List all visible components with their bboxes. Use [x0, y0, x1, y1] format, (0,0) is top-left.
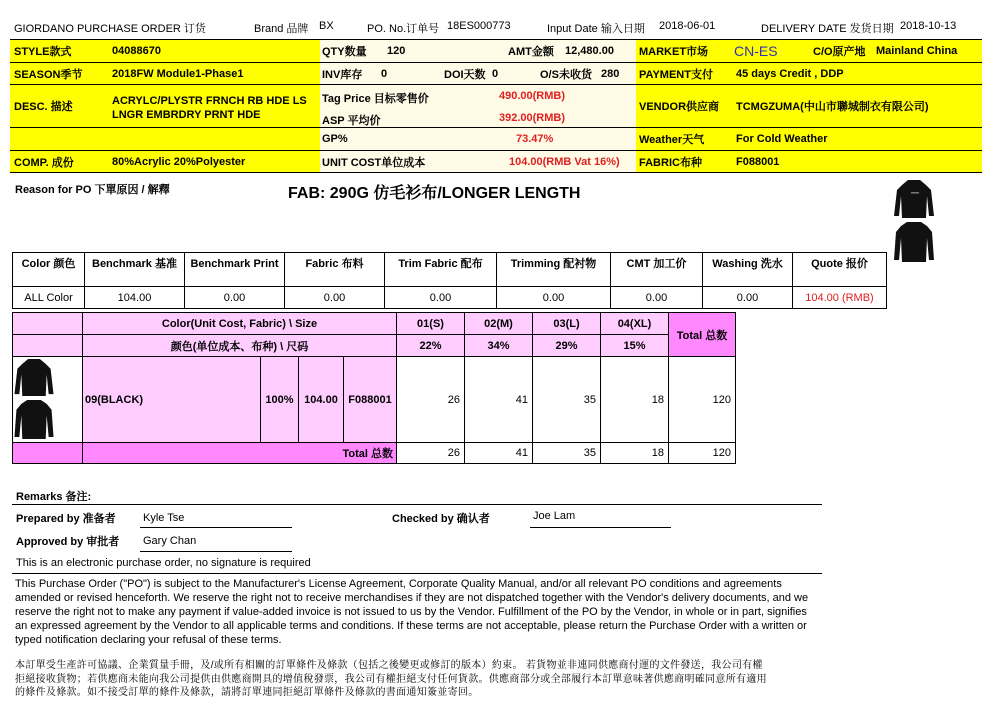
tag-price-value: 490.00(RMB)	[499, 90, 566, 102]
approved-underline	[140, 551, 292, 552]
legal-en-line: amended or revised henceforth. We reserve the right not to receive merchandises if they are not dispatched together with the Vendor's delivery documents, and we	[15, 592, 809, 604]
checked-value: Joe Lam	[533, 510, 576, 522]
prepared-underline	[140, 527, 292, 528]
market-label: MARKET市场	[639, 46, 709, 58]
cost-header-trim-fabric: Trim Fabric 配布	[385, 253, 497, 287]
qty-cell	[320, 40, 636, 62]
empty-cell	[10, 128, 320, 150]
style-cell	[10, 40, 320, 62]
legal-en-line: an expressed agreement by the Vendor to all applicable terms and conditions. If these terms are not acceptable, please return the Purchase Order with a written or	[15, 620, 807, 632]
size-header-cn: 颜色(单位成本、布种) \ 尺码	[83, 335, 397, 357]
input-date-label: Input Date 输入日期	[547, 23, 645, 35]
asp-value: 392.00(RMB)	[499, 112, 566, 124]
cost-header-trimming: Trimming 配衬物	[497, 253, 611, 287]
ratio-xl: 15%	[601, 335, 669, 357]
row-cost: 104.00	[299, 357, 344, 443]
jacket-icon	[13, 357, 55, 439]
comp-cell	[10, 151, 320, 172]
size-header-en: Color(Unit Cost, Fabric) \ Size	[83, 313, 397, 335]
checked-underline	[530, 527, 671, 528]
color-swatch-cell	[13, 357, 83, 443]
total-header: Total 总数	[669, 313, 736, 357]
po-info-grid	[10, 39, 982, 173]
legal-terms-en	[15, 577, 825, 647]
gp-cell	[320, 128, 636, 150]
vendor-label: VENDOR供应商	[639, 101, 720, 113]
style-value: 04088670	[112, 45, 161, 57]
payment-value: 45 days Credit , DDP	[736, 67, 844, 80]
info-row-desc	[10, 85, 982, 128]
cost-header-fabric: Fabric 布料	[285, 253, 385, 287]
desc-label: DESC. 描述	[14, 101, 73, 113]
divider	[12, 504, 822, 505]
divider	[12, 573, 822, 574]
ratio-m: 34%	[465, 335, 533, 357]
amt-value: 12,480.00	[565, 45, 614, 57]
delivery-date-label: DELIVERY DATE 发货日期	[761, 23, 894, 35]
ratio-s: 22%	[397, 335, 465, 357]
price-cell	[320, 85, 636, 127]
weather-cell	[636, 128, 982, 150]
fabric-label: FABRIC布种	[639, 156, 702, 169]
vendor-cell	[636, 85, 982, 127]
jacket-icon	[893, 178, 935, 262]
row-fabric: F088001	[344, 357, 397, 443]
payment-label: PAYMENT支付	[639, 68, 713, 81]
ratio-l: 29%	[533, 335, 601, 357]
fabric-cell	[636, 151, 982, 172]
season-value: 2018FW Module1-Phase1	[112, 67, 244, 80]
cost-color: ALL Color	[13, 287, 85, 309]
cost-header-washing: Washing 洗水	[703, 253, 793, 287]
checked-label: Checked by 确认者	[392, 513, 490, 525]
brand-label: Brand 品牌	[254, 23, 309, 35]
unit-cost-value: 104.00(RMB Vat 16%)	[509, 155, 620, 168]
inv-label: INV库存	[322, 68, 363, 81]
market-value: CN-ES	[734, 43, 778, 59]
size-ratio-row	[13, 335, 736, 357]
grand-total: 120	[669, 443, 736, 464]
total-label: Total 总数	[83, 443, 397, 464]
row-total: 120	[669, 357, 736, 443]
unit-cost-cell	[320, 151, 636, 172]
qty-value: 120	[387, 45, 406, 57]
cost-cmt: 0.00	[611, 287, 703, 309]
legal-en-line: typed notification declaring your refusal of these terms.	[15, 634, 282, 646]
cost-trim-fabric: 0.00	[385, 287, 497, 309]
desc-cell	[10, 85, 320, 127]
po-number-label: PO. No.订单号	[367, 23, 440, 35]
gp-label: GP%	[322, 133, 348, 145]
approved-label: Approved by 审批者	[16, 536, 120, 548]
size-s: 01(S)	[397, 313, 465, 335]
cost-trimming: 0.00	[497, 287, 611, 309]
po-number-value: 18ES000773	[447, 20, 511, 32]
row-qty-s: 26	[397, 357, 465, 443]
total-xl: 18	[601, 443, 669, 464]
legal-en-line: reserve the right not to make any payment if value-added invoice is not issued to us by the Vendor. Fulfillment of the PO by the Vendor, in whole or in part, signifies	[15, 606, 807, 618]
cost-header-quote: Quote 报价	[793, 253, 887, 287]
po-title: GIORDANO PURCHASE ORDER 订货	[14, 23, 206, 35]
desc-line-2: LNGR EMBRDRY PRNT HDE	[112, 109, 261, 121]
row-color: 09(BLACK)	[83, 357, 261, 443]
size-l: 03(L)	[533, 313, 601, 335]
row-qty-xl: 18	[601, 357, 669, 443]
style-label: STYLE款式	[14, 46, 72, 58]
cost-benchmark-print: 0.00	[185, 287, 285, 309]
info-row-comp	[10, 151, 982, 173]
row-pct: 100%	[261, 357, 299, 443]
total-l: 35	[533, 443, 601, 464]
input-date-value: 2018-06-01	[659, 20, 716, 32]
amt-label: AMT金额	[508, 46, 554, 58]
market-cell	[636, 40, 982, 62]
total-s: 26	[397, 443, 465, 464]
cost-washing: 0.00	[703, 287, 793, 309]
cost-quote: 104.00 (RMB)	[793, 287, 887, 309]
season-cell	[10, 63, 320, 84]
origin-value: Mainland China	[876, 45, 958, 57]
doi-label: DOI天数	[444, 68, 486, 81]
comp-label: COMP. 成份	[14, 156, 74, 169]
payment-cell	[636, 63, 982, 84]
cost-value-row	[13, 287, 887, 309]
os-value: 280	[601, 67, 620, 80]
fabric-value: F088001	[736, 155, 780, 168]
vendor-value: TCMGZUMA(中山市聯城制衣有限公司)	[736, 101, 929, 113]
desc-value	[112, 94, 307, 122]
asp-label: ASP 平均价	[322, 115, 381, 127]
weather-label: Weather天气	[639, 134, 705, 146]
tag-price-label: Tag Price 目标零售价	[322, 93, 429, 105]
cost-fabric: 0.00	[285, 287, 385, 309]
inv-value: 0	[381, 67, 388, 80]
row-qty-l: 35	[533, 357, 601, 443]
electronic-note: This is an electronic purchase order, no signature is required	[16, 557, 311, 569]
info-row-season	[10, 63, 982, 85]
legal-terms-cn	[15, 659, 830, 700]
delivery-date-value: 2018-10-13	[900, 20, 957, 32]
info-row-gp	[10, 128, 982, 151]
row-qty-m: 41	[465, 357, 533, 443]
cost-breakdown-table	[12, 252, 887, 309]
prepared-label: Prepared by 准备者	[16, 513, 116, 525]
brand-value: BX	[319, 20, 334, 32]
desc-line-1: ACRYLC/PLYSTR FRNCH RB HDE LS	[112, 95, 307, 107]
cost-header-row	[13, 253, 887, 287]
inventory-cell	[320, 63, 636, 84]
legal-cn-line: 拒絕接收貨物；若供應商未能向我公司提供由供應商開具的增值稅發票，我公司有權拒絕支付任何貨款。供應商部分或全部履行本訂單意味著供應商明確同意所有適用	[15, 673, 767, 685]
size-xl: 04(XL)	[601, 313, 669, 335]
cost-header-benchmark: Benchmark 基准	[85, 253, 185, 287]
unit-cost-label: UNIT COST单位成本	[322, 156, 426, 169]
info-row-style	[10, 40, 982, 63]
legal-cn-line: 的條件及條款。如不接受訂單的條件及條款，請將訂單連同拒絕訂單條件及條款的書面通知簽並寄回。	[15, 687, 479, 698]
cost-header-cmt: CMT 加工价	[611, 253, 703, 287]
total-m: 41	[465, 443, 533, 464]
legal-en-line: This Purchase Order ("PO") is subject to the Manufacturer's License Agreement, Corporate Quality Manual, and/or all relevant PO conditions and agreements	[15, 578, 782, 590]
fab-note: FAB: 290G 仿毛衫布/LONGER LENGTH	[288, 185, 581, 202]
legal-cn-line: 本訂單受生產許可協議、企業質量手冊，及/或所有相關的訂單條件及條款（包括之後變更或修訂的版本）約束。 若貨物並非連同供應商付運的文件發送，我公司有權	[15, 660, 763, 671]
origin-label: C/O原产地	[813, 46, 866, 58]
cost-header-benchmark-print: Benchmark Print	[185, 253, 285, 287]
size-total-row	[13, 443, 736, 464]
size-m: 02(M)	[465, 313, 533, 335]
product-image	[893, 178, 935, 262]
cost-header-color: Color 颜色	[13, 253, 85, 287]
approved-value: Gary Chan	[143, 535, 197, 547]
reason-label: Reason for PO 下單原因 / 解釋	[15, 184, 170, 196]
prepared-value: Kyle Tse	[143, 512, 185, 524]
remarks-label: Remarks 备注:	[16, 491, 92, 503]
comp-value: 80%Acrylic 20%Polyester	[112, 155, 246, 168]
weather-value: For Cold Weather	[736, 133, 828, 145]
os-label: O/S未收货	[540, 68, 592, 81]
season-label: SEASON季节	[14, 68, 83, 81]
doi-value: 0	[492, 67, 499, 80]
size-data-row	[13, 357, 736, 443]
gp-value: 73.47%	[516, 133, 554, 145]
cost-benchmark: 104.00	[85, 287, 185, 309]
size-breakdown-table	[12, 312, 736, 464]
qty-label: QTY数量	[322, 46, 367, 58]
size-header-row	[13, 313, 736, 335]
